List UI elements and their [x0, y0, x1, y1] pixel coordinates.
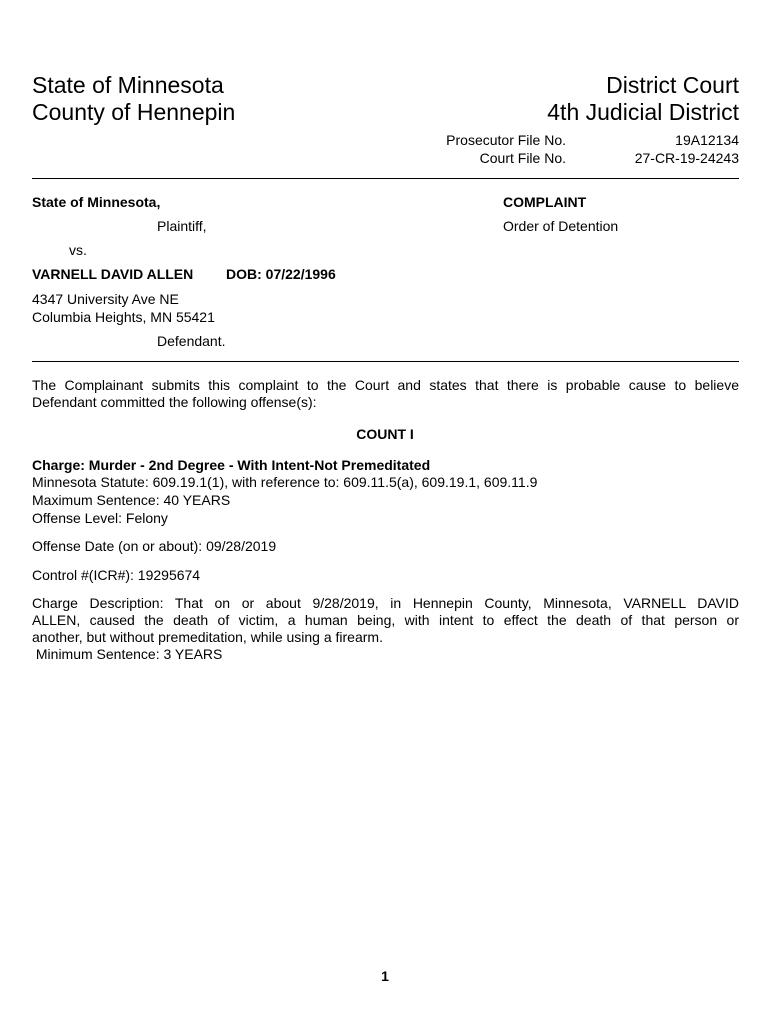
- defendant-address-line1: 4347 University Ave NE: [32, 291, 179, 307]
- prosecutor-file-label: Prosecutor File No.: [446, 132, 566, 148]
- plaintiff-role: Plaintiff,: [157, 218, 207, 234]
- court-file-number: 27-CR-19-24243: [634, 150, 739, 166]
- min-sentence-line: Minimum Sentence: 3 YEARS: [32, 646, 223, 662]
- county-heading: County of Hennepin: [32, 99, 236, 125]
- charge-title: Charge: Murder - 2nd Degree - With Intent-Not Premeditated: [32, 457, 431, 473]
- state-heading: State of Minnesota: [32, 72, 224, 98]
- description-line-1: Charge Description: That on or about 9/28/2019, in Hennepin County, Minnesota, VARNELL DAVID: [32, 595, 739, 611]
- court-heading: District Court: [606, 72, 739, 98]
- intro-line-2: Defendant committed the following offense(s):: [32, 394, 317, 410]
- prosecutor-file-number: 19A12134: [675, 132, 739, 148]
- offense-date-line: Offense Date (on or about): 09/28/2019: [32, 538, 277, 554]
- document-type: COMPLAINT: [503, 194, 587, 210]
- header-divider: [32, 178, 739, 179]
- offense-level-line: Offense Level: Felony: [32, 510, 168, 526]
- description-line-2: ALLEN, caused the death of victim, a human being, with intent to effect the death of that person or: [32, 612, 739, 628]
- max-sentence-line: Maximum Sentence: 40 YEARS: [32, 492, 231, 508]
- defendant-dob: DOB: 07/22/1996: [226, 266, 336, 282]
- count-heading: COUNT I: [356, 426, 414, 442]
- control-number-line: Control #(ICR#): 19295674: [32, 567, 201, 583]
- versus-label: vs.: [69, 242, 87, 258]
- statute-line: Minnesota Statute: 609.19.1(1), with reference to: 609.11.5(a), 609.19.1, 609.11.9: [32, 474, 538, 490]
- defendant-name: VARNELL DAVID ALLEN: [32, 266, 194, 282]
- intro-line-1: The Complainant submits this complaint to the Court and states that there is probable cause to believe: [32, 377, 739, 393]
- page-number: 1: [381, 968, 389, 984]
- defendant-role: Defendant.: [157, 333, 226, 349]
- intro-paragraph: [32, 377, 739, 411]
- document-subtype: Order of Detention: [503, 218, 619, 234]
- plaintiff-name: State of Minnesota,: [32, 194, 161, 210]
- district-heading: 4th Judicial District: [547, 99, 739, 125]
- caption-divider: [32, 361, 739, 362]
- charge-description: [32, 595, 739, 663]
- defendant-address-line2: Columbia Heights, MN 55421: [32, 309, 215, 325]
- description-line-3: another, but without premeditation, while using a firearm.: [32, 629, 383, 645]
- court-file-label: Court File No.: [479, 150, 566, 166]
